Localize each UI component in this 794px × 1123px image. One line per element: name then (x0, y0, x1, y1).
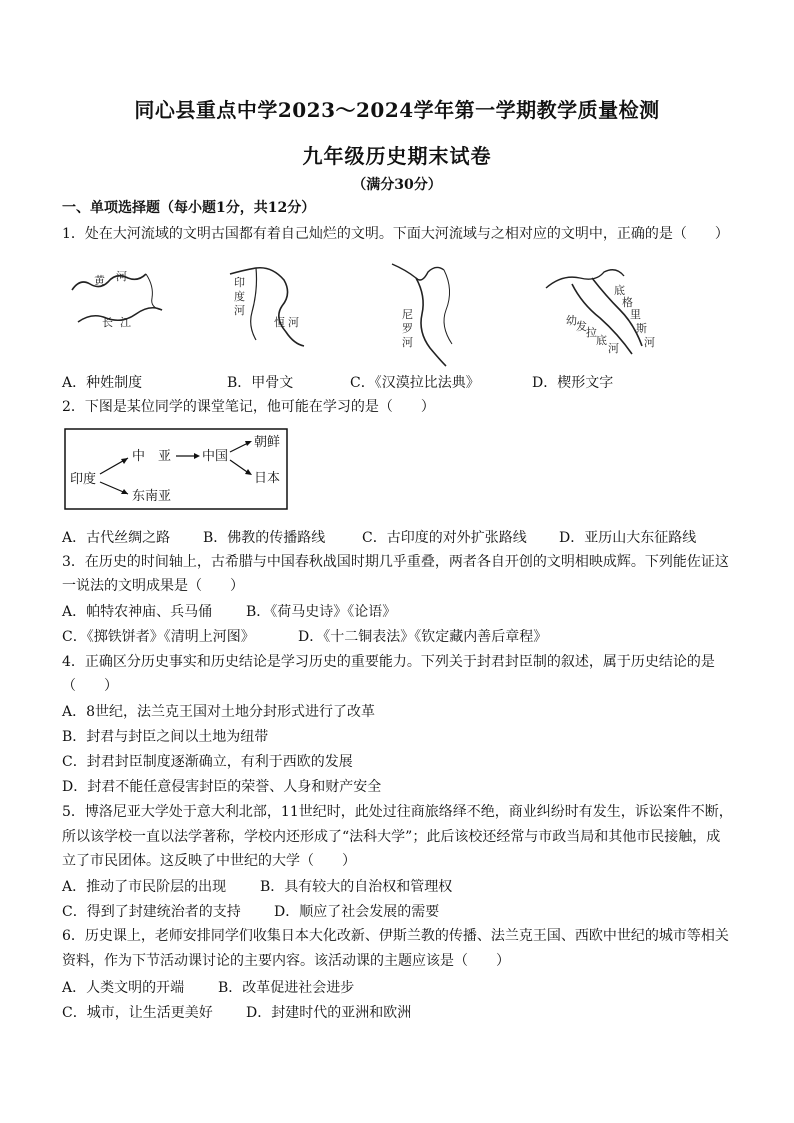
q3-stem-line2: 一说法的文明成果是（ ） (62, 578, 244, 594)
map-c-label-2: 罗 (402, 322, 413, 335)
q1-option-c[interactable]: C．《汉漠拉比法典》 (350, 375, 480, 391)
map-d-label-5: 河 (644, 336, 655, 349)
buddhism-route-diagram (64, 428, 288, 510)
q3-option-d[interactable]: D．《十二铜表法》《钦定藏内善后章程》 (298, 629, 548, 645)
q5-stem-line2: 所以该学校一直以法学著称，学校内还形成了“法科大学”；此后该校还经常与市政当局和其他市民接触，成 (62, 829, 721, 845)
q2-option-d[interactable]: D．亚历山大东征路线 (559, 530, 697, 546)
map-nile (382, 260, 482, 370)
map-c-label-1: 尼 (402, 308, 413, 321)
q5-option-a[interactable]: A．推动了市民阶层的出现 (62, 879, 227, 895)
map-d-label-6: 幼 (566, 314, 577, 327)
map-d-label-9: 底 (596, 334, 607, 347)
q5-option-b[interactable]: B．具有较大的自治权和管理权 (260, 879, 453, 895)
diagram-japan: 日本 (254, 471, 281, 486)
map-d-label-4: 斯 (636, 322, 647, 335)
q2-stem: 2．下图是某位同学的课堂笔记，他可能在学习的是（ ） (62, 399, 435, 415)
map-indus-ganges (212, 260, 322, 360)
map-c-label-3: 河 (402, 336, 413, 349)
diagram-india: 印度 (70, 472, 97, 487)
q5-option-d[interactable]: D．顺应了社会发展的需要 (274, 904, 440, 920)
map-b-label-1: 印 (234, 276, 245, 289)
full-score-note: （满分30分） (352, 177, 442, 193)
q4-option-a[interactable]: A．8世纪，法兰克王国对土地分封形式进行了改革 (62, 704, 376, 720)
q3-option-b[interactable]: B．《荷马史诗》《论语》 (246, 604, 397, 620)
map-b-label-2: 度 (234, 290, 245, 303)
exam-title: 同心县重点中学2023～2024学年第一学期教学质量检测 (134, 98, 660, 122)
diagram-arrowhead-4 (245, 441, 252, 446)
map-d-label-2: 格 (622, 296, 633, 309)
q5-stem-line3: 立了市民团体。这反映了中世纪的大学（ ） (62, 853, 356, 869)
q2-options (62, 527, 742, 547)
map-d-label-7: 发 (576, 320, 587, 333)
map-a-label-3: 长 (102, 316, 113, 329)
q4-stem-line1: 4．正确区分历史事实和历史结论是学习历史的重要能力。下列关于封君封臣制的叙述，属于历史结论的是 (62, 654, 715, 670)
q3-stem-line1: 3．在历史的时间轴上，古希腊与中国春秋战国时期几乎重叠，两者各自开创的文明相映成辉。下列能佐证这 (62, 554, 729, 570)
q6-option-d[interactable]: D．封建时代的亚洲和欧洲 (246, 1005, 412, 1021)
q6-options-row2 (62, 1002, 742, 1022)
q5-options-row2 (62, 901, 742, 921)
q5-stem-line1: 5．博洛尼亚大学处于意大利北部，11世纪时，此处过往商旅络绎不绝，商业纠纷时有发生，诉讼案件不断， (62, 804, 733, 820)
q3-options-row1 (62, 601, 742, 621)
diagram-china: 中国 (202, 449, 229, 464)
map-a-label-2: 河 (116, 270, 127, 283)
map-d-label-10: 河 (608, 342, 619, 355)
map-d-label-3: 里 (630, 308, 641, 321)
q6-option-a[interactable]: A．人类文明的开端 (62, 980, 185, 996)
q4-option-d[interactable]: D．封君不能任意侵害封臣的荣誉、人身和财产安全 (62, 779, 382, 795)
diagram-arrowhead-5 (245, 469, 252, 475)
q6-stem-line1: 6．历史课上，老师安排同学们收集日本大化改新、伊斯兰教的传播、法兰克王国、西欧中世纪的城市等相关 (62, 928, 729, 944)
q1-option-a[interactable]: A．种姓制度 (62, 375, 143, 391)
q6-stem-line2: 资料，作为下节活动课讨论的主要内容。该活动课的主题应该是（ ） (62, 953, 510, 969)
diagram-arrowhead-3 (194, 453, 200, 459)
map-b-label-5: 河 (288, 316, 299, 329)
q3-options-row2 (62, 626, 742, 646)
diagram-central-asia: 中 亚 (132, 449, 172, 464)
q1-stem: 1．处在大河流域的文明古国都有着自己灿烂的文明。下面大河流域与之相对应的文明中，正确的是（ ） (62, 226, 729, 242)
q6-option-b[interactable]: B．改革促进社会进步 (218, 980, 355, 996)
q1-river-maps (62, 260, 702, 370)
q5-options-row1 (62, 876, 742, 896)
q3-option-c[interactable]: C．《掷铁饼者》《清明上河图》 (62, 629, 255, 645)
section-heading: 一、单项选择题（每小题1分，共12分） (62, 200, 316, 216)
q4-option-c[interactable]: C．封君封臣制度逐渐确立，有利于西欧的发展 (62, 754, 353, 770)
q1-option-b[interactable]: B．甲骨文 (227, 375, 294, 391)
q6-option-c[interactable]: C．城市，让生活更美好 (62, 1005, 213, 1021)
map-d-label-8: 拉 (586, 326, 597, 339)
exam-subtitle: 九年级历史期末试卷 (302, 144, 492, 168)
map-a-label-1: 黄 (94, 274, 105, 287)
q2-option-a[interactable]: A．古代丝绸之路 (62, 530, 171, 546)
map-tigris-euphrates (532, 260, 662, 365)
q1-option-d[interactable]: D．楔形文字 (532, 375, 614, 391)
map-a-label-4: 江 (120, 316, 131, 329)
map-b-label-4: 恒 (274, 316, 285, 329)
q1-options (62, 372, 742, 392)
diagram-korea: 朝鲜 (254, 435, 281, 450)
map-b-label-3: 河 (234, 304, 245, 317)
q4-option-b[interactable]: B．封君与封臣之间以土地为纽带 (62, 729, 269, 745)
q5-option-c[interactable]: C．得到了封建统治者的支持 (62, 904, 241, 920)
q4-stem-line2: （ ） (62, 678, 118, 694)
q6-options-row1 (62, 977, 742, 997)
diagram-southeast-asia: 东南亚 (132, 489, 172, 504)
map-d-label-1: 底 (614, 284, 625, 297)
map-yellow-yangtze (66, 260, 176, 340)
q2-option-b[interactable]: B．佛教的传播路线 (203, 530, 326, 546)
q2-option-c[interactable]: C．古印度的对外扩张路线 (362, 530, 527, 546)
q3-option-a[interactable]: A．帕特农神庙、兵马俑 (62, 604, 213, 620)
